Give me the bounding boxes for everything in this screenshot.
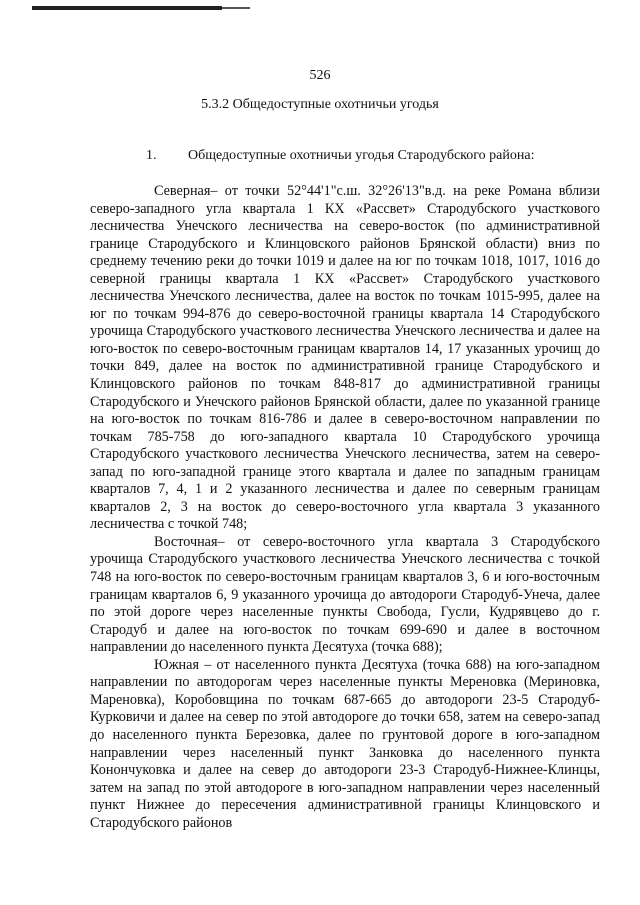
list-item-heading [146,148,616,164]
list-item-title: Общедоступные охотничьи угодья Стародубского района: [188,148,535,163]
list-item-number: 1. [146,148,157,163]
paragraph-south-boundary: Южная – от населенного пункта Десятуха (точка 688) на юго-западном направлении по автодорогам через населенные пункты Мереновка (Мериновка, Мареновка), Коробовщина по точкам 687-665 до автодороги 23-5 Стародуб-Курковичи и далее на север по этой автодороге до точки 658, затем на северо-запад до населенного пункта Березовка, далее по грунтовой дороге в юго-западном направлении через населенный пункт Занковка до населенного пункта Конончуковка и далее на север до автодороги 23-3 Стародуб-Нижнее-Клинцы, затем на запад по этой автодороге в юго-западном направлении через населенный пункт Нижнее до пересечения административной границы Клинцовского и Стародубского районов [90,656,600,831]
page-number: 526 [309,68,331,83]
paragraph-north-boundary: Северная– от точки 52°44'1"с.ш. 32°26'13"в.д. на реке Романа вблизи северо-западного угла квартала 1 КХ «Рассвет» Стародубского участкового лесничества Унечского лесничества на северо-восток (по административной границе Стародубского и Клинцовского районов Брянской области) вниз по среднему течению реки до точки 1019 и далее на юг по точкам 1018, 1017, 1016 до северной границы квартала 1 КХ «Рассвет» Стародубского участкового лесничества Унечского лесничества, далее на восток по точкам 1015-995, далее на юг по точкам 994-876 до северо-восточной границы квартала 14 Стародубского урочища Стародубского участкового лесничества Унечского лесничества и далее на юго-восток по северо-восточным границам кварталов 14, 17 указанных урочищ до точки 849, далее на восток по административной границе Стародубского и Клинцовского районов по точкам 848-817 до административной границы Стародубского и Унечского районов Брянской области, далее по указанной границе на юго-восток по точкам 816-786 и далее в северо-восточном направлении по точкам 785-758 до юго-западного квартала 10 Стародубского урочища Стародубского участкового лесничества Унечского лесничества, затем на северо-запад по юго-западной границе этого квартала и далее по западным границам кварталов 7, 4, 1 и 2 указанного лесничества и далее по северным границам кварталов 2, 3 на восток до северо-восточного угла квартала 3 указанного лесничества с точкой 748; [90,183,600,533]
document-body [90,183,600,832]
scan-artifact-bar-tail [222,7,250,9]
scan-artifact-bar [32,6,222,10]
paragraph-east-boundary: Восточная– от северо-восточного угла квартала 3 Стародубского урочища Стародубского участкового лесничества Унечского лесничества с точкой 748 на юго-восток по северо-восточным границам кварталов 3, 6 и юго-восточным границам кварталов 6, 9 указанного урочища до автодороги Стародуб-Унеча, далее по этой дороге через населенные пункты Свобода, Гусли, Кудрявцево до г. Стародуб и далее на юго-восток по точкам 699-690 и далее в восточном направлении до населенного пункта Десятуха (точка 688); [90,533,600,656]
section-title: 5.3.2 Общедоступные охотничьи угодья [201,97,439,112]
